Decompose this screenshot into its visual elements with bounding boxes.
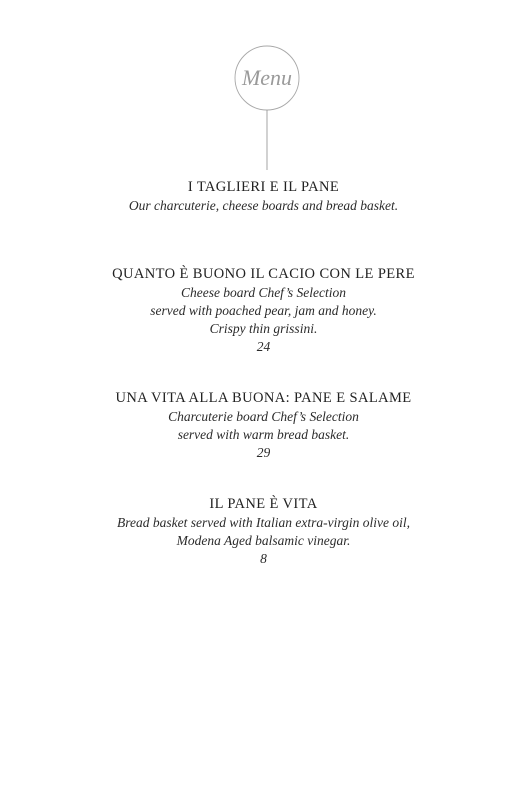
section-description: Our charcuterie, cheese boards and bread basket.: [128, 198, 399, 213]
item-title: QUANTO È BUONO IL CACIO CON LE PERE: [112, 266, 415, 282]
menu-item-pane-salame: [0, 389, 527, 462]
menu-section-taglieri: [0, 178, 527, 215]
item-description-line: served with warm bread basket.: [177, 427, 350, 442]
item-price: 29: [256, 445, 271, 460]
menu-item-pane-vita: [0, 495, 527, 568]
item-description-line: served with poached pear, jam and honey.: [150, 303, 377, 318]
menu-item-cacio-pere: [0, 265, 527, 356]
item-title: IL PANE È VITA: [209, 496, 318, 512]
menu-body: [0, 178, 527, 568]
item-price: 24: [256, 339, 271, 354]
item-description-line: Crispy thin grissini.: [209, 321, 318, 336]
logo-text: Menu: [241, 65, 293, 90]
item-description-line: Bread basket served with Italian extra-virgin olive oil,: [117, 515, 410, 530]
item-description-line: Charcuterie board Chef’s Selection: [168, 409, 359, 424]
menu-logo: [229, 44, 305, 172]
section-title: I TAGLIERI E IL PANE: [187, 179, 340, 195]
item-price: 8: [260, 551, 267, 566]
menu-logo-graphic: [229, 44, 305, 172]
item-description-line: Modena Aged balsamic vinegar.: [176, 533, 351, 548]
item-title: UNA VITA ALLA BUONA: PANE E SALAME: [115, 390, 412, 406]
item-description-line: Cheese board Chef’s Selection: [180, 285, 347, 300]
